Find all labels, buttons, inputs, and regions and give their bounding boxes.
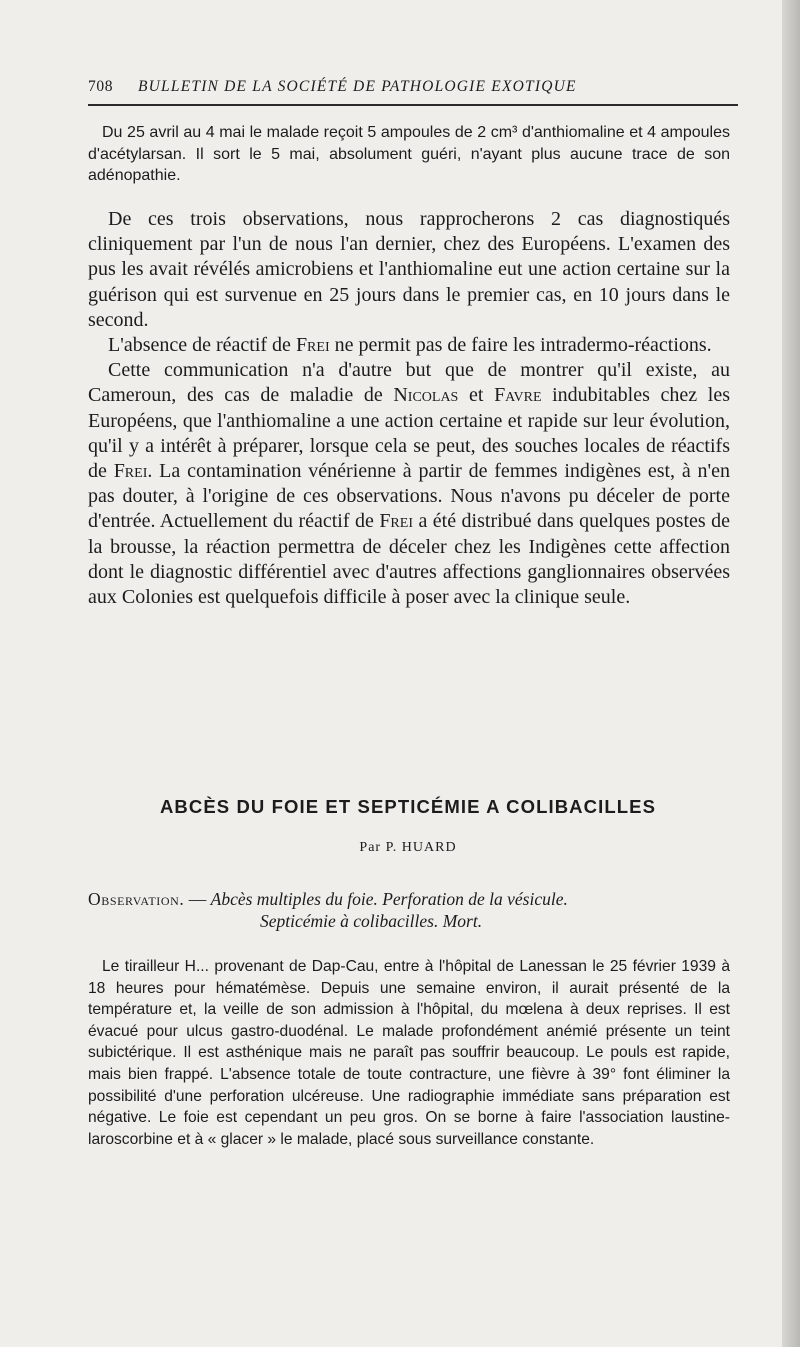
case-report bbox=[88, 956, 730, 1150]
article-byline: Par P. HUARD bbox=[359, 840, 457, 855]
intro-paragraph-block bbox=[88, 122, 730, 187]
observation-title-line2: Septicémie à colibacilles. Mort. bbox=[260, 911, 483, 931]
text-run: ne permit pas de faire les intradermo-réactions. bbox=[329, 334, 712, 357]
discussion-section bbox=[88, 207, 730, 610]
page-number: 708 bbox=[88, 78, 114, 95]
text-run: indubitables chez les Européens, que l'anthiomaline a une action certaine et rapide sur leur évolution, qu'il y a intérêt à préparer, lorsque cela se peut, des souches locales de réactifs de bbox=[88, 384, 730, 483]
intro-paragraph: Du 25 avril au 4 mai le malade reçoit 5 ampoules de 2 cm³ d'anthiomaline et 4 ampoules d'acétylarsan. Il sort le 5 mai, absolument guéri, n'ayant plus aucune trace de son adénopathie. bbox=[88, 124, 730, 184]
paragraph-conclusion bbox=[88, 358, 730, 610]
text-run: a été distribué dans quelques postes de la brousse, la réaction permettra de déceler chez les Indigènes cette affection dont le diagnostic différentiel avec d'autres affections ganglionnaires observées aux Colonies est quelquefois difficile à poser avec la clinique seule. bbox=[88, 510, 730, 609]
author-name-frei: Frei bbox=[295, 334, 330, 357]
case-paragraph: Le tirailleur H... provenant de Dap-Cau, entre à l'hôpital de Lanessan le 25 février 1939 à 18 heures pour hématémèse. Depuis une semaine environ, il aurait présenté de la température et, la veille de son admission à l'hôpital, du mœlena à deux reprises. Il est évacué pour ulcus gastro-duodénal. Le malade profondément anémié présente un teint subictérique. Il est asthénique mais ne paraît pas souffrir beaucoup. Le pouls est rapide, mais bien frappé. L'absence totale de toute contracture, une fièvre à 39° font éliminer la possibilité d'une perforation ulcéreuse. Une radiographie immédiate sans préparation est négative. Le foie est cependant un peu gros. On se borne à faire l'association laustine-laroscorbine et à « glacer » le malade, placé sous surveillance constante. bbox=[88, 958, 730, 1148]
text-run: Cette communication n'a d'autre but que de montrer qu'il existe, au Cameroun, des cas de maladie de bbox=[88, 359, 730, 407]
page-edge-shadow bbox=[782, 0, 800, 1347]
observation-title-line1: Abcès multiples du foie. Perforation de la vésicule. bbox=[210, 889, 568, 909]
article-title: ABCÈS DU FOIE ET SEPTICÉMIE A COLIBACILLES bbox=[159, 796, 657, 817]
paragraph-reactif bbox=[88, 333, 730, 358]
text-run: L'absence de réactif de bbox=[108, 334, 296, 357]
author-name-frei: Frei bbox=[113, 460, 148, 483]
observation-heading bbox=[88, 888, 730, 932]
text-run: . La contamination vénérienne à partir de femmes indigènes est, à n'en pas douter, à l'origine de ces observations. Nous n'avons pu déceler de porte d'entrée. Actuellement du réactif de bbox=[88, 460, 730, 533]
header-rule bbox=[88, 104, 738, 106]
observation-dash: — bbox=[184, 889, 211, 909]
text-run: et bbox=[458, 384, 495, 407]
author-name-favre: Favre bbox=[494, 384, 542, 407]
journal-title: BULLETIN DE LA SOCIÉTÉ DE PATHOLOGIE EXOTIQUE bbox=[138, 78, 577, 95]
author-name-frei: Frei bbox=[379, 510, 413, 533]
observation-label: Observation. bbox=[88, 889, 185, 909]
author-name-nicolas: Nicolas bbox=[393, 384, 459, 407]
paragraph-observations: De ces trois observations, nous rapprocherons 2 cas diagnostiqués cliniquement par l'un de nous l'an dernier, chez des Européens. L'examen des pus les avait révélés amicrobiens et l'anthiomaline eut une action certaine sur la guérison qui est survenue en 25 jours dans le premier cas, en 10 jours dans le second. bbox=[88, 208, 730, 331]
running-header bbox=[88, 78, 728, 96]
